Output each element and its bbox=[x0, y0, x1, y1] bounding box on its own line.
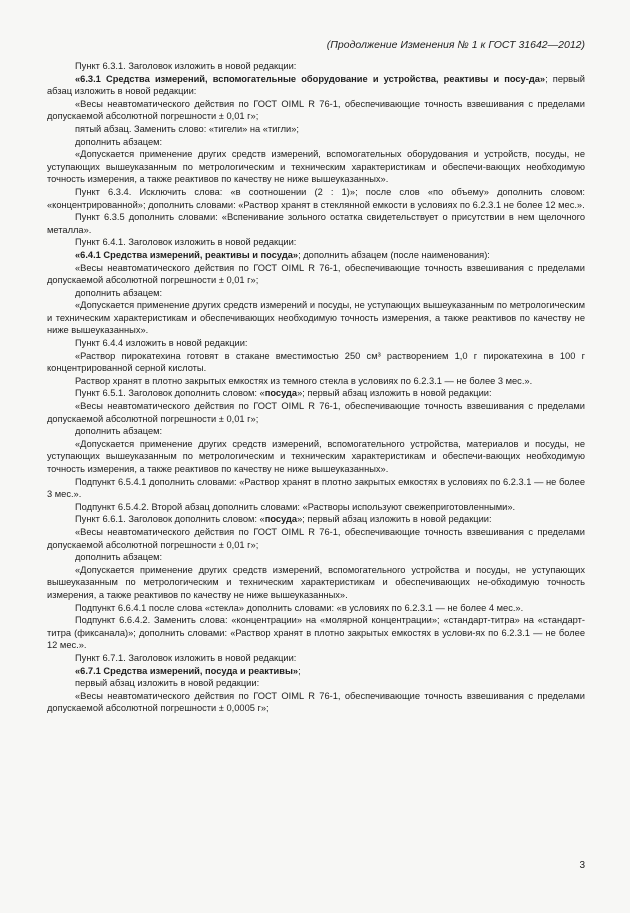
paragraph-text: Пункт 6.3.5 дополнить словами: «Вспенивание зольного остатка свидетельствует о присутствии в нем щелочного металла». bbox=[47, 212, 585, 235]
paragraph bbox=[47, 551, 585, 564]
paragraph-text: ; дополнить абзацем (после наименования): bbox=[298, 249, 490, 260]
paragraph bbox=[47, 60, 585, 73]
paragraph-text: «Весы неавтоматического действия по ГОСТ OIML R 76-1, обеспечивающие точность взвешивания с пределами допускаемой абсолютной погрешности ± 0,01 г»; bbox=[47, 401, 585, 424]
paragraph-text: Пункт 6.4.4 изложить в новой редакции: bbox=[75, 338, 248, 349]
paragraph-text: «Допускается применение других средств измерений и посуды, не уступающих вышеуказанным по метрологическим и техническим характеристикам и обеспечивающих необходимую точность измерения, а также реактивов по качеству не ниже вышеуказанных». bbox=[47, 300, 585, 336]
bold-text: «6.7.1 Средства измерений, посуда и реактивы» bbox=[75, 665, 299, 676]
paragraph bbox=[47, 350, 585, 375]
paragraph bbox=[47, 299, 585, 337]
paragraph bbox=[47, 337, 585, 350]
paragraph-text: «Весы неавтоматического действия по ГОСТ OIML R 76-1, обеспечивающие точность взвешивания с пределами допускаемой абсолютной погрешности ± 0,01 г»; bbox=[47, 526, 585, 550]
page-number: 3 bbox=[579, 860, 585, 871]
paragraph-text: »; первый абзац изложить в новой редакции: bbox=[297, 514, 492, 525]
paragraph-text: Пункт 6.3.1. Заголовок изложить в новой редакции: bbox=[75, 61, 297, 71]
paragraph-text: Подпункт 6.5.4.1 дополнить словами: «Раствор хранят в плотно закрытых емкостях в условиях по 6.2.3.1 — не более 3 мес.». bbox=[47, 476, 585, 500]
paragraph-text: Раствор хранят в плотно закрытых емкостях из темного стекла в условиях по 6.2.3.1 — не более 3 мес.». bbox=[75, 375, 533, 386]
paragraph-text: ; bbox=[298, 665, 301, 676]
paragraph bbox=[47, 501, 585, 514]
paragraph-text: дополнить абзацем: bbox=[75, 287, 163, 298]
paragraph-text: «Весы неавтоматического действия по ГОСТ OIML R 76-1, обеспечивающие точность взвешивания с пределами допускаемой абсолютной погрешности ± 0,0005 г»; bbox=[47, 690, 585, 714]
paragraph bbox=[47, 602, 585, 615]
paragraph bbox=[47, 438, 585, 476]
paragraph-text: Подпункт 6.6.4.1 после слова «стекла» дополнить словами: «в условиях по 6.2.3.1 — не более 4 мес.». bbox=[75, 602, 524, 613]
paragraph bbox=[47, 425, 585, 438]
paragraph-text: первый абзац изложить в новой редакции: bbox=[75, 678, 260, 689]
paragraph-text: »; первый абзац изложить в новой редакции: bbox=[297, 388, 492, 399]
paragraph-text: Пункт 6.4.1. Заголовок изложить в новой редакции: bbox=[75, 237, 297, 248]
paragraph-text: «Допускается применение других средств измерений, вспомогательного устройства и посуды, не уступающих вышеуказанным по метрологическим и техническим характеристикам и обеспечивающих не-обходимую точность измерения, а также реактивов по качеству не ниже вышеуказанных». bbox=[47, 564, 585, 600]
bold-text: посуда bbox=[264, 388, 298, 399]
paragraph-text: «Весы неавтоматического действия по ГОСТ OIML R 76-1, обеспечивающие точность взвешивания с пределами допускаемой абсолютной погрешности ± 0,01 г»; bbox=[47, 98, 585, 122]
paragraph bbox=[47, 148, 585, 186]
paragraph bbox=[47, 262, 585, 287]
paragraph-text: пятый абзац. Заменить слово: «тигели» на «тигли»; bbox=[75, 123, 299, 134]
paragraph bbox=[47, 690, 585, 715]
paragraph bbox=[47, 564, 585, 602]
paragraph-text: дополнить абзацем: bbox=[75, 426, 163, 437]
document-page bbox=[47, 38, 585, 898]
paragraph-text: «Допускается применение других средств измерений, вспомогательного устройства, материалов и посуды, не уступающих вышеуказанным по метрологическим и техническим характеристикам и обеспечи-вающих необходимую точность измерения, а также реактивов по качеству не ниже вышеуказанных». bbox=[47, 438, 585, 474]
paragraph-text: «Раствор пирокатехина готовят в стакане вместимостью 250 см³ растворением 1,0 г пирокатехина в 100 г концентрированной серной кислоты. bbox=[47, 350, 585, 374]
bold-text: посуда bbox=[264, 514, 298, 525]
bold-text: «6.4.1 Средства измерений, реактивы и посуда» bbox=[75, 249, 299, 260]
paragraph bbox=[47, 375, 585, 388]
paragraph bbox=[47, 677, 585, 690]
paragraph bbox=[47, 249, 585, 262]
paragraph bbox=[47, 186, 585, 211]
paragraph bbox=[47, 136, 585, 149]
paragraph-text: Пункт 6.6.1. Заголовок дополнить словом: « bbox=[75, 514, 265, 525]
paragraph-text: «Допускается применение других средств измерений, вспомогательных оборудования и устройств, посуды, не уступающих вышеуказанным по метрологическим и техническим характеристикам и обеспечи-вающих необходимую точность измерения, а также реактивов по качеству не ниже вышеуказанных». bbox=[47, 149, 585, 185]
paragraph bbox=[47, 98, 585, 123]
paragraph-text: Пункт 6.5.1. Заголовок дополнить словом: « bbox=[75, 388, 265, 399]
paragraph bbox=[47, 123, 585, 136]
paragraph-text: дополнить абзацем: bbox=[75, 552, 163, 563]
paragraph-text: Пункт 6.7.1. Заголовок изложить в новой редакции: bbox=[75, 652, 297, 663]
paragraph-text: Подпункт 6.6.4.2. Заменить слова: «концентрации» на «молярной концентрации»; «стандарт-титра» на «стандарт-титра (фиксанала)»; дополнить словами: «Раствор хранят в плотно закрытых емкостях в услови-ях по 6.2.3.1 — не более 12 мес.». bbox=[47, 615, 585, 651]
paragraph bbox=[47, 211, 585, 236]
paragraph bbox=[47, 476, 585, 501]
paragraph bbox=[47, 665, 585, 678]
paragraph bbox=[47, 287, 585, 300]
paragraph-text: ; первый абзац изложить в новой редакции: bbox=[47, 73, 585, 97]
document-body bbox=[47, 60, 585, 715]
bold-text: «6.3.1 Средства измерений, вспомогательные оборудование и устройства, реактивы и посу-да» bbox=[75, 73, 546, 84]
paragraph-text: Пункт 6.3.4. Исключить слова: «в соотношении (2 : 1)»; после слов «по объему» дополнить словом: «концентрированной»; дополнить словами: «Раствор хранят в стеклянной емкости в условиях по 6.2.3.1 не более 12 мес.». bbox=[47, 186, 585, 210]
paragraph bbox=[47, 652, 585, 665]
paragraph bbox=[47, 387, 585, 400]
paragraph-text: «Весы неавтоматического действия по ГОСТ OIML R 76-1, обеспечивающие точность взвешивания с пределами допускаемой абсолютной погрешности ± 0,01 г»; bbox=[47, 262, 585, 286]
paragraph bbox=[47, 73, 585, 98]
paragraph bbox=[47, 236, 585, 249]
paragraph bbox=[47, 614, 585, 652]
paragraph-text: дополнить абзацем: bbox=[75, 136, 163, 147]
paragraph bbox=[47, 526, 585, 551]
page-header: (Продолжение Изменения № 1 к ГОСТ 31642—2012) bbox=[326, 39, 585, 51]
paragraph bbox=[47, 513, 585, 526]
paragraph bbox=[47, 400, 585, 425]
paragraph-text: Подпункт 6.5.4.2. Второй абзац дополнить словами: «Растворы используют свежеприготовленными». bbox=[75, 501, 516, 512]
